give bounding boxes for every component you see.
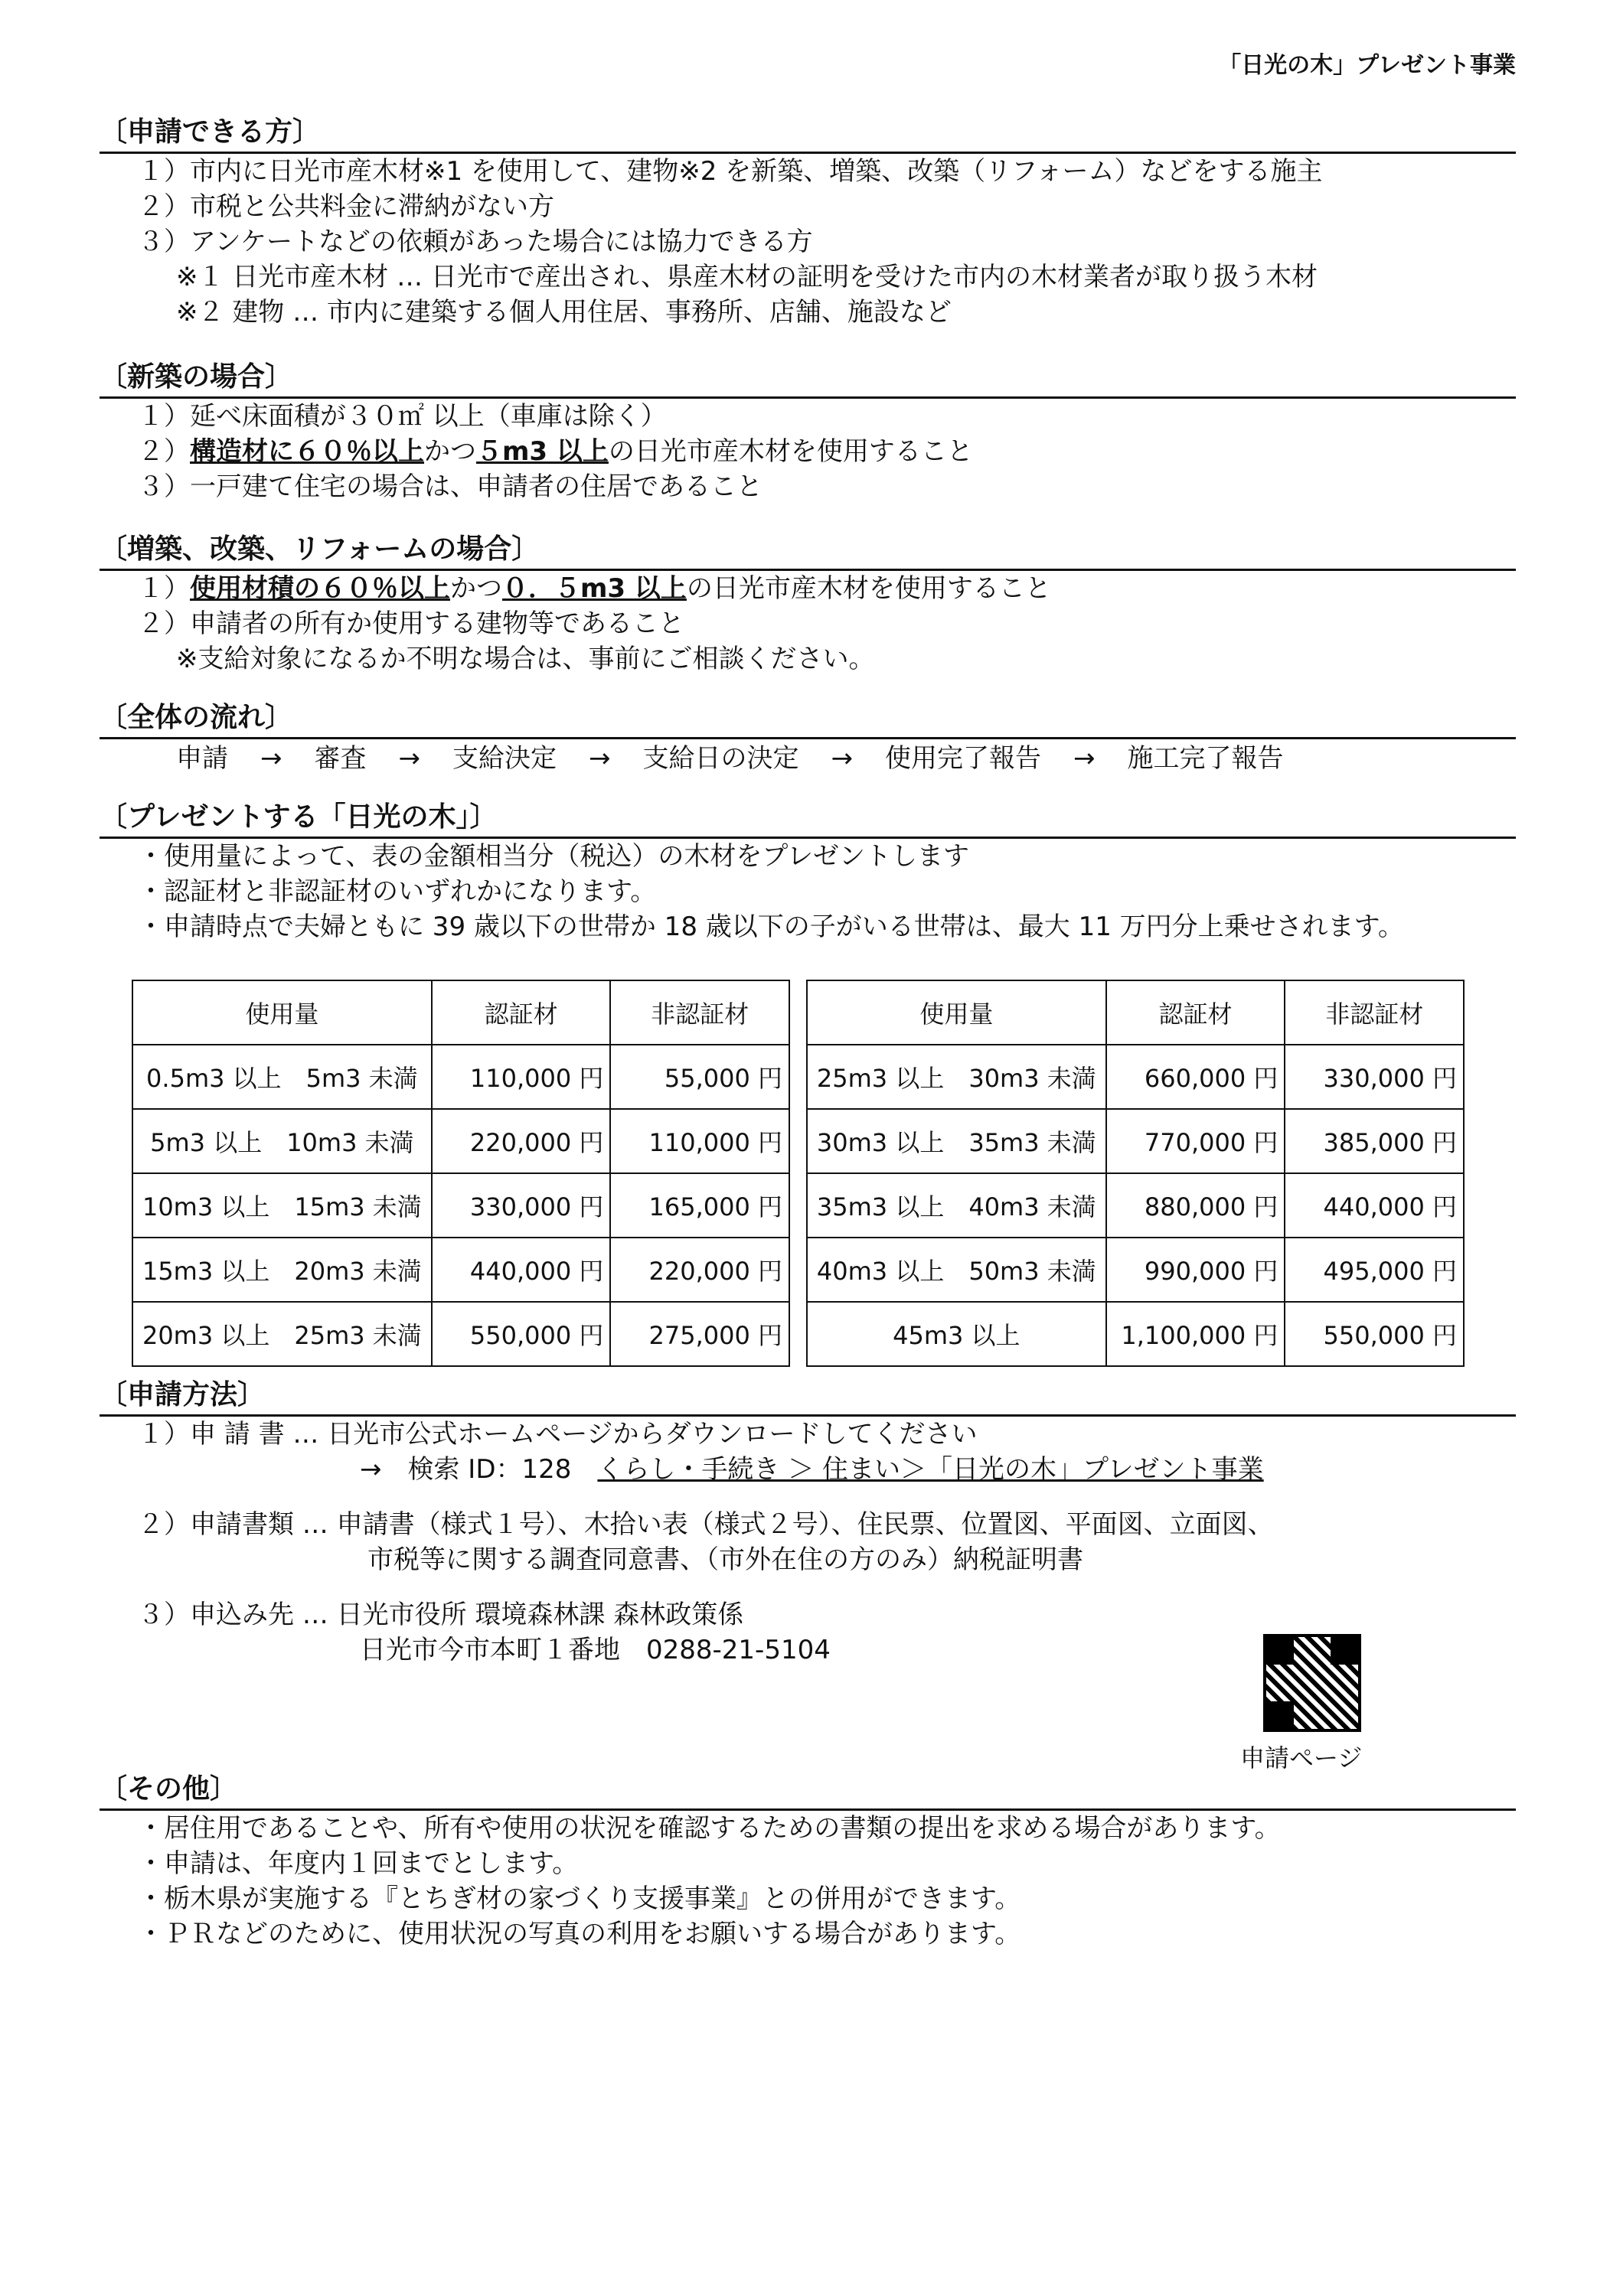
list-item: １）延べ床面積が３０㎡ 以上（車庫は除く） (138, 401, 667, 432)
contact-address: 日光市今市本町１番地 0288-21-5104 (360, 1635, 831, 1665)
list-item: １）申 請 書 … 日光市公式ホームページからダウンロードしてください (138, 1419, 978, 1450)
table-cell: 495,000 円 (1285, 1238, 1464, 1302)
table-row (807, 1173, 1464, 1238)
section-applicants (100, 115, 1516, 330)
table-cell: 5m3 以上 10m3 未満 (132, 1109, 432, 1173)
note-item: ※１ 日光市産木材 … 日光市で産出され、県産木材の証明を受けた市内の木材業者が取り扱う木材 (176, 262, 1318, 292)
price-table-right (806, 980, 1465, 1367)
column-header: 認証材 (432, 980, 611, 1045)
arrow-icon: → (1073, 743, 1096, 774)
table-row (807, 1302, 1464, 1366)
table-row (132, 1302, 789, 1366)
list-item: ２）申請者の所有か使用する建物等であること (138, 608, 684, 639)
flow-step: 申請 (176, 743, 228, 774)
table-cell: 275,000 円 (610, 1302, 789, 1366)
list-item (100, 571, 1516, 606)
text-span: １） (138, 573, 190, 604)
table-cell: 660,000 円 (1106, 1045, 1285, 1109)
arrow-icon: → (260, 743, 282, 774)
bullet-item: ・申請は、年度内１回までとします。 (138, 1848, 579, 1879)
table-cell: 35m3 以上 40m3 未満 (807, 1173, 1106, 1238)
text-span: の日光市産木材を使用すること (608, 436, 973, 467)
list-item-continued: 市税等に関する調査同意書、（市外在住の方のみ）納税証明書 (367, 1544, 1083, 1575)
table-cell: 880,000 円 (1106, 1173, 1285, 1238)
text-span: の日光市産木材を使用すること (686, 573, 1051, 604)
table-row (807, 1109, 1464, 1173)
section-flow (100, 700, 1516, 778)
bullet-item: ・栃木県が実施する『とちぎ材の家づくり支援事業』との併用ができます。 (138, 1883, 1021, 1914)
table-cell: 220,000 円 (432, 1109, 611, 1173)
table-cell: 0.5m3 以上 5m3 未満 (132, 1045, 432, 1109)
flow-step: 使用完了報告 (885, 743, 1041, 774)
table-row (132, 1109, 789, 1173)
section-present (100, 800, 1516, 944)
text-span: ２） (138, 436, 190, 467)
text-span: かつ (450, 573, 502, 604)
table-cell: 110,000 円 (610, 1109, 789, 1173)
flow-steps (100, 739, 1516, 778)
section-title: 〔申請できる方〕 (100, 115, 1516, 154)
note-item: ※２ 建物 … 市内に建築する個人用住居、事務所、店舗、施設など (176, 297, 952, 328)
list-item: ３）一戸建て住宅の場合は、申請者の住居であること (138, 471, 763, 502)
table-cell: 220,000 円 (610, 1238, 789, 1302)
text-span: ５m3 以上 (476, 436, 609, 467)
flow-step: 審査 (314, 743, 367, 774)
table-cell: 550,000 円 (432, 1302, 611, 1366)
qr-label: 申請ページ (1240, 1743, 1363, 1773)
table-cell: 20m3 以上 25m3 未満 (132, 1302, 432, 1366)
table-cell: 55,000 円 (610, 1045, 789, 1109)
column-header: 使用量 (132, 980, 432, 1045)
section-new-build (100, 360, 1516, 504)
document-header: 「日光の木」プレゼント事業 (1218, 52, 1516, 79)
table-cell: 45m3 以上 (807, 1302, 1106, 1366)
table-cell: 385,000 円 (1285, 1109, 1464, 1173)
note-item: ※支給対象になるか不明な場合は、事前にご相談ください。 (176, 644, 875, 674)
table-cell: 440,000 円 (432, 1238, 611, 1302)
text-span: かつ (424, 436, 476, 467)
table-row (807, 1045, 1464, 1109)
table-cell: 990,000 円 (1106, 1238, 1285, 1302)
text-span: ０．５m3 以上 (502, 573, 687, 604)
section-title: 〔新築の場合〕 (100, 360, 1516, 399)
arrow-icon: → (589, 743, 611, 774)
table-cell: 40m3 以上 50m3 未満 (807, 1238, 1106, 1302)
list-item: ２）市税と公共料金に滞納がない方 (138, 191, 554, 222)
table-cell: 330,000 円 (432, 1173, 611, 1238)
bullet-item: ・申請時点で夫婦ともに 39 歳以下の世帯か 18 歳以下の子がいる世帯は、最大 11 万円分上乗せされます。 (138, 912, 1404, 942)
arrow-icon: → (398, 743, 420, 774)
section-title: 〔申請方法〕 (100, 1378, 1516, 1417)
section-title: 〔プレゼントする「日光の木」〕 (100, 800, 1516, 839)
bullet-item: ・認証材と非認証材のいずれかになります。 (138, 876, 657, 907)
flow-step: 施工完了報告 (1127, 743, 1284, 774)
section-title: 〔全体の流れ〕 (100, 700, 1516, 739)
bullet-item: ・使用量によって、表の金額相当分（税込）の木材をプレゼントします (138, 841, 969, 872)
text-span: 使用材積の６０％以上 (190, 573, 450, 604)
list-item: ２）申請書類 … 申請書（様式１号）、木拾い表（様式２号）、住民票、位置図、平面図、立面図、 (138, 1509, 1274, 1540)
bullet-item: ・居住用であることや、所有や使用の状況を確認するための書類の提出を求める場合があります。 (138, 1813, 1281, 1844)
column-header: 使用量 (807, 980, 1106, 1045)
table-row (132, 1045, 789, 1109)
table-cell: 330,000 円 (1285, 1045, 1464, 1109)
section-title: 〔その他〕 (100, 1772, 1516, 1811)
table-header-row (132, 980, 789, 1045)
table-row (132, 1173, 789, 1238)
flow-step: 支給決定 (452, 743, 557, 774)
table-cell: 165,000 円 (610, 1173, 789, 1238)
text-span: 構造材に６０％以上 (190, 436, 424, 467)
list-item: ３）アンケートなどの依頼があった場合には協力できる方 (138, 227, 813, 257)
list-item: ３）申込み先 … 日光市役所 環境森林課 森林政策係 (138, 1600, 744, 1630)
table-cell: 25m3 以上 30m3 未満 (807, 1045, 1106, 1109)
table-cell: 770,000 円 (1106, 1109, 1285, 1173)
column-header: 非認証材 (1285, 980, 1464, 1045)
arrow-icon: → (831, 743, 853, 774)
table-header-row (807, 980, 1464, 1045)
section-other (100, 1772, 1516, 1952)
section-method (100, 1378, 1516, 1668)
website-link[interactable]: くらし・手続き ＞ 住まい＞「日光の木」プレゼント事業 (597, 1454, 1264, 1485)
table-cell: 440,000 円 (1285, 1173, 1464, 1238)
search-path (100, 1452, 1516, 1487)
table-cell: 15m3 以上 20m3 未満 (132, 1238, 432, 1302)
list-item: １）市内に日光市産木材※1 を使用して、建物※2 を新築、増築、改築（リフォーム）などをする施主 (138, 156, 1323, 187)
table-row (807, 1238, 1464, 1302)
bullet-item: ・ＰＲなどのために、使用状況の写真の利用をお願いする場合があります。 (138, 1919, 1021, 1949)
section-title: 〔増築、改築、リフォームの場合〕 (100, 532, 1516, 571)
text-span: → 検索 ID：128 (360, 1454, 598, 1485)
list-item (100, 434, 1516, 469)
qr-code-icon (1263, 1634, 1361, 1732)
table-cell: 550,000 円 (1285, 1302, 1464, 1366)
table-cell: 1,100,000 円 (1106, 1302, 1285, 1366)
flow-step: 支給日の決定 (642, 743, 799, 774)
table-cell: 10m3 以上 15m3 未満 (132, 1173, 432, 1238)
table-cell: 30m3 以上 35m3 未満 (807, 1109, 1106, 1173)
price-table-left (132, 980, 790, 1367)
column-header: 非認証材 (610, 980, 789, 1045)
section-extension (100, 532, 1516, 677)
column-header: 認証材 (1106, 980, 1285, 1045)
table-cell: 110,000 円 (432, 1045, 611, 1109)
table-row (132, 1238, 789, 1302)
